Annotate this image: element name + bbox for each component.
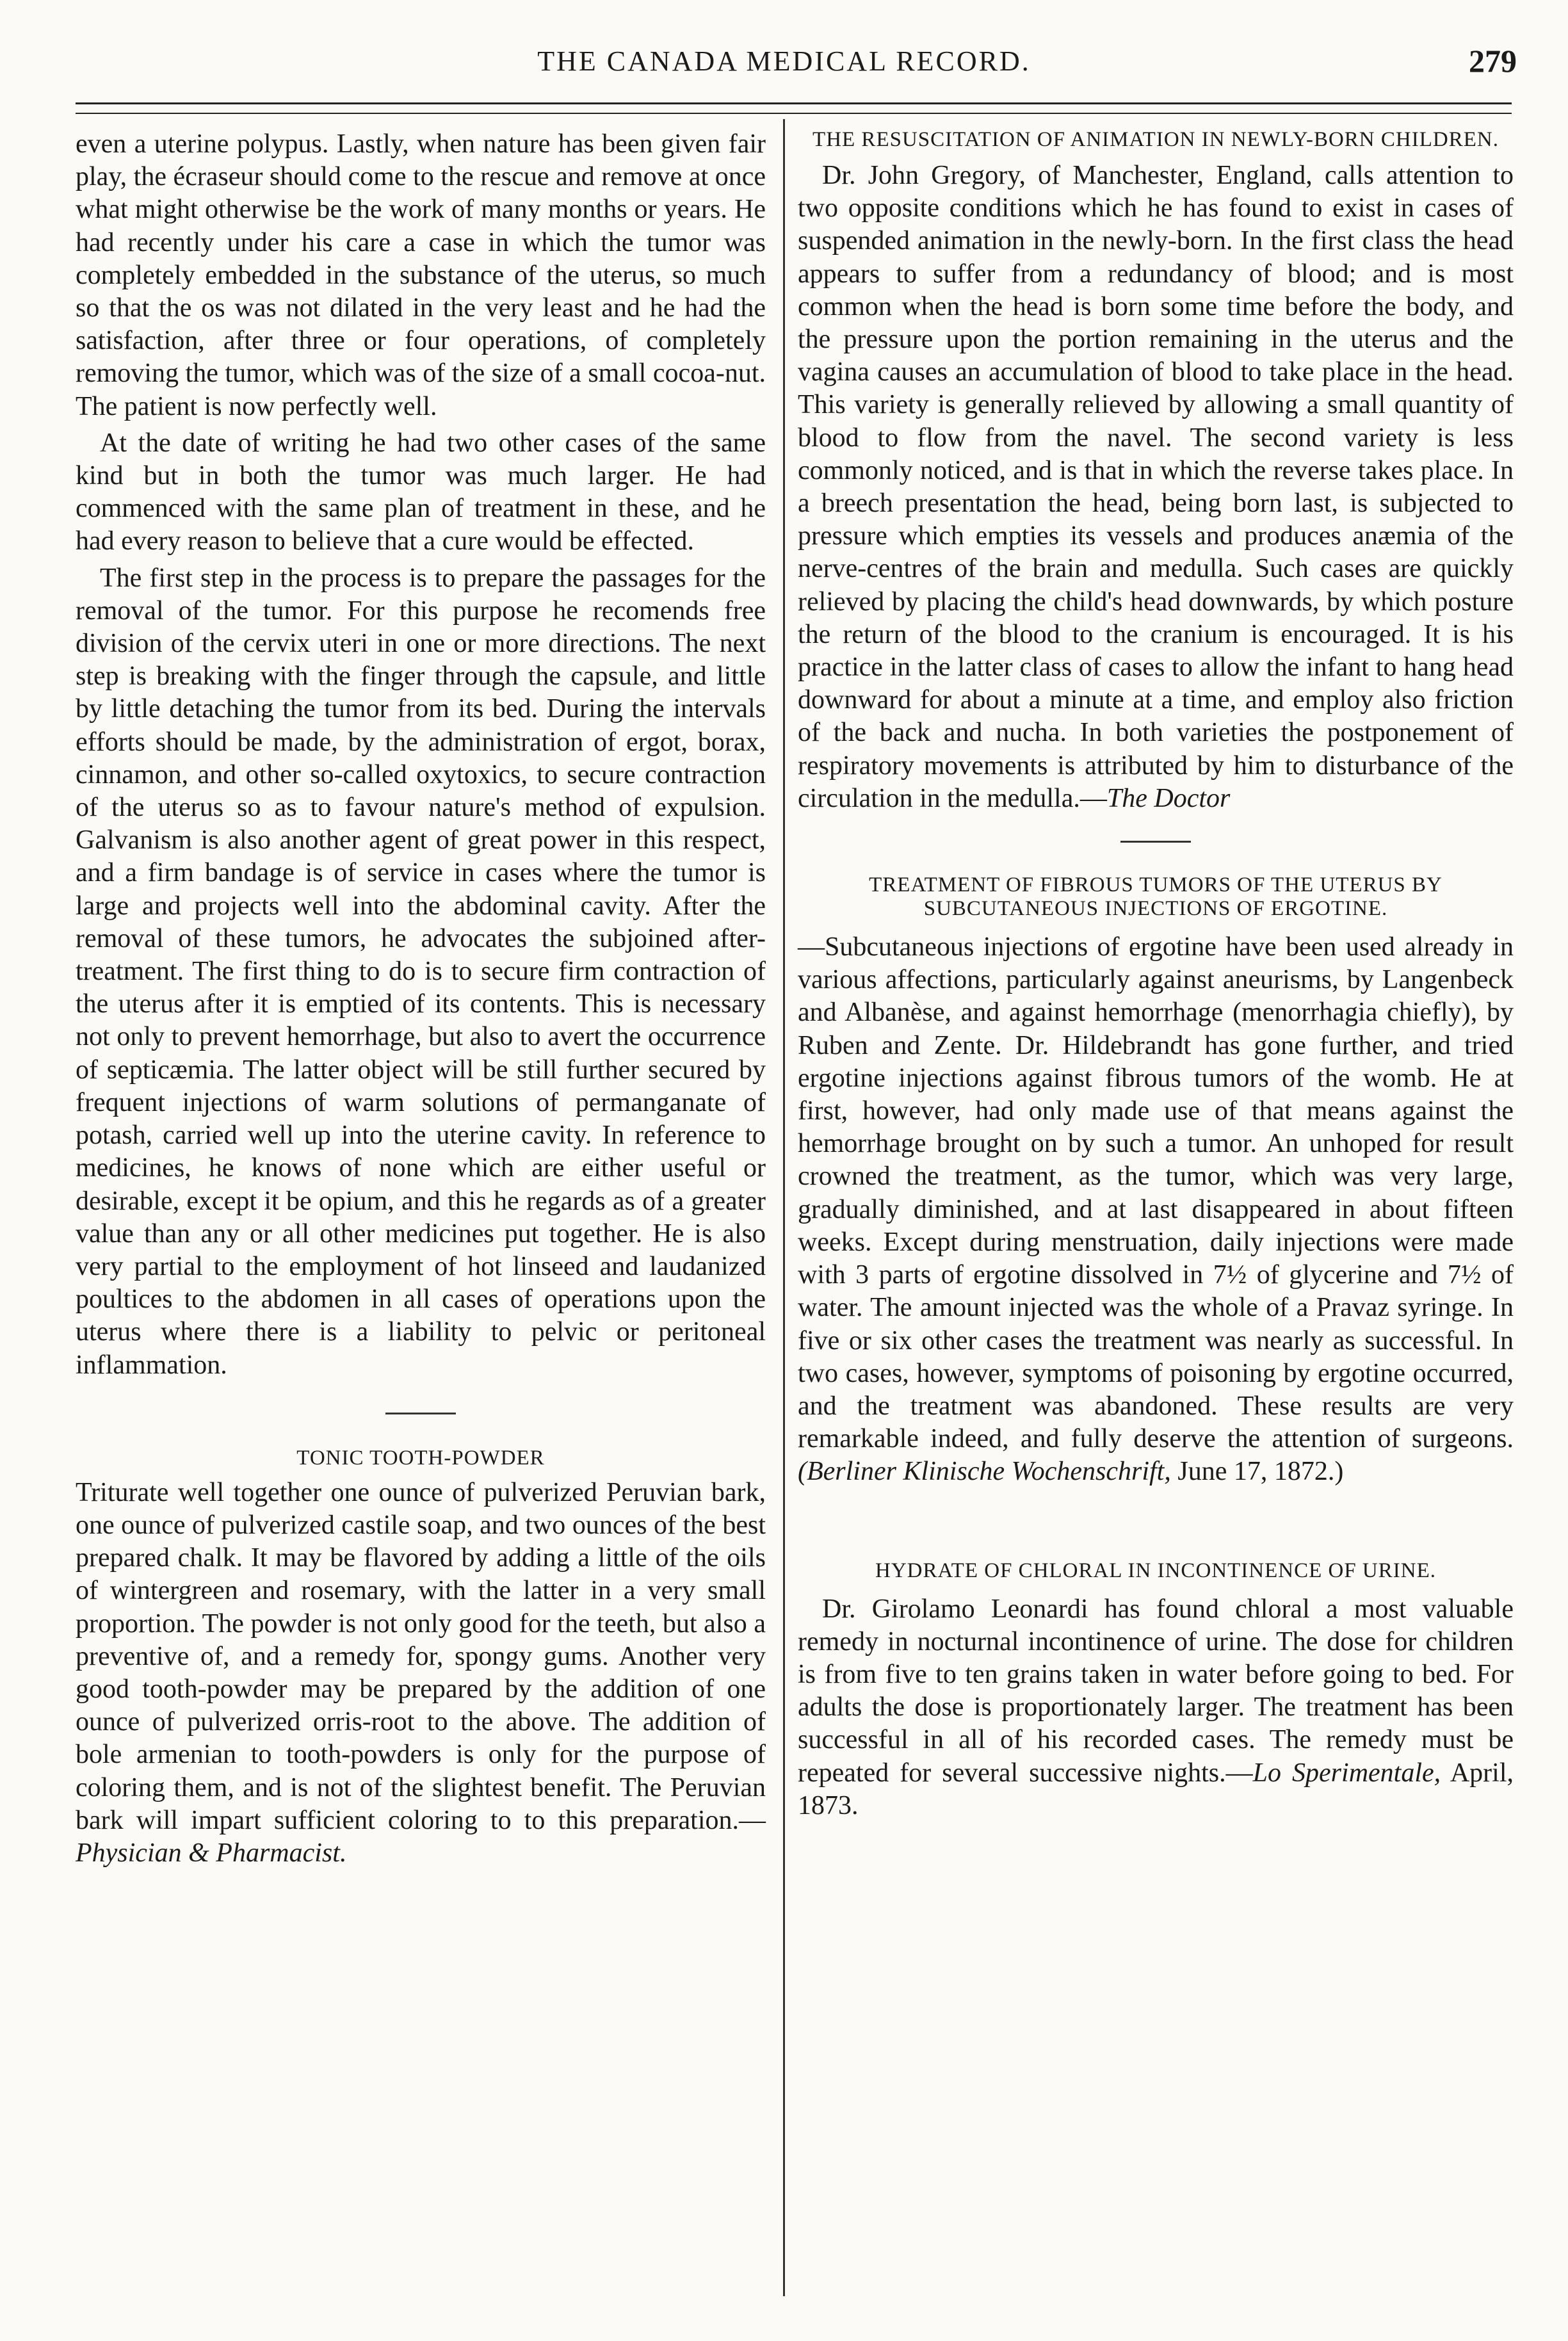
article-paragraph: even a uterine polypus. Lastly, when nature has been given fair play, the écraseur should come to the rescue and remove at once what might otherwise be the work of many months or years. He had recently under his care a case in which the tumor was completely embedded in the substance of the uterus, so much so that the os was not dilated in the very least and he had the satisfaction, after three or four operations, of completely removing the tumor, which was of the size of a small cocoa-nut. The patient is now perfectly well. — [76, 129, 766, 421]
section-heading-tooth-powder: TONIC TOOTH-POWDER — [296, 1446, 545, 1470]
source-date: June 17, 1872.) — [1170, 1457, 1344, 1487]
source-citation: (Berliner Klinische Wochenschrift, — [798, 1457, 1171, 1487]
article-paragraph — [798, 1593, 1514, 1822]
article-paragraph: Triturate well together one ounce of pulverized Peruvian bark, one ounce of pulverized castile soap, and two ounces of the best prepared chalk. It may be flavored by adding a little of the oils of wintergreen and rosemary, with the latter in a very small proportion. The powder is not only good for the teeth, but also a preventive of, and a remedy for, spongy gums. Another very good tooth-powder may be prepared by the addition of one ounce of pulverized orris-root to the above. The addition of bole armenian to tooth-powders is only for the purpose of coloring them, and is not of the slightest benefit. The Peruvian bark will impart sufficient coloring to to this preparation.—Physician & Pharmacist. — [76, 1477, 766, 1868]
resuscitation-body: Dr. John Gregory, of Manchester, England, calls attention to two opposite conditions which he has found to exist in cases of suspended animation in the newly-born. In the first class the head appears to suffer from a redundancy of blood; and is most common when the head is born some time before the body, and the pressure upon the portion remaining in the uterus and the vagina causes an accumulation of blood to take place in the head. This variety is generally relieved by allowing a small quantity of blood to flow from the navel. The second variety is less commonly noticed, and is that in which the reverse takes place. In a breech presentation the head, being born last, is subjected to pressure which empties its vessels and produces anæmia of the nerve-centres of the brain and medulla. Such cases are quickly relieved by placing the child's head downwards, by which posture the return of the blood to the cranium is encouraged. It is his practice in the latter class of cases to allow the infant to hang head downward for about a minute at a time, and employ also friction of the back and nucha. In both varieties the postponement of respiratory movements is attributed by him to disturbance of the circulation in the medulla.— — [798, 161, 1514, 813]
section-heading-chloral: HYDRATE OF CHLORAL IN INCONTINENCE OF URINE. — [875, 1559, 1436, 1582]
section-separator — [1120, 841, 1191, 843]
article-paragraph — [798, 931, 1514, 1488]
source-date: April, 1873. — [798, 1758, 1514, 1820]
section-heading-resuscitation: THE RESUSCITATION OF ANIMATION IN NEWLY-BORN CHILDREN. — [812, 128, 1499, 151]
page-number: 279 — [1469, 43, 1517, 79]
section-heading-fibrous-tumors: TREATMENT OF FIBROUS TUMORS OF THE UTERUS BY SUBCUTANEOUS INJECTIONS OF ERGOTINE. — [869, 873, 1443, 921]
column-divider — [783, 119, 785, 2296]
article-paragraph: The first step in the process is to prepare the passages for the removal of the tumor. For this purpose he recomends free division of the cervix uteri in one or more directions. The next step is breaking with the finger through the capsule, and little by little detaching the tumor from its bed. During the intervals efforts should be made, by the administration of ergot, borax, cinnamon, and other so-called oxytoxics, to secure contraction of the uterus so as to favour nature's method of expulsion. Galvanism is also another agent of great power in this respect, and a firm bandage is of service in cases where the tumor is large and projects well into the abdominal cavity. After the removal of these tumors, he advocates the subjoined after-treatment. The first thing to do is to secure firm contraction of the uterus after it is emptied of its contents. This is necessary not only to prevent hemorrhage, but also to avert the occurrence of septicæmia. The latter object will be still further secured by frequent injections of warm solutions of permanganate of potash, carried well up into the uterine cavity. In reference to medicines, he knows of none which are either useful or desirable, except it be opium, and this he regards as of a greater value than any or all other medicines put together. He is also very partial to the employment of hot linseed and laudanized poultices to the abdomen in all cases of operations upon the uterus where there is a liability to pelvic or peritoneal inflammation. — [76, 563, 766, 1380]
fibrous-tumors-body: —Subcutaneous injections of ergotine have been used already in various affections, particularly against aneurisms, by Langenbeck and Albanèse, and against hemorrhage (menorrhagia chiefly), by Ruben and Zente. Dr. Hildebrandt has gone further, and tried ergotine injections against fibrous tumors of the womb. He at first, however, had only made use of that means against the hemorrhage brought on by such a tumor. An unhoped for result crowned the treatment, as the tumor, which was very large, gradually diminished, and at last disappeared in about fifteen weeks. Except during menstruation, daily injections were made with 3 parts of ergotine dissolved in 7½ of glycerine and 7½ of water. The amount injected was the whole of a Pravaz syringe. In five or six other cases the treatment was nearly as successful. In two cases, however, symptoms of poisoning by ergotine occurred, and the treatment was abandoned. These results are very remarkable indeed, and fully deserve the attention of surgeons. — [798, 932, 1514, 1454]
running-header: THE CANADA MEDICAL RECORD. — [537, 45, 1031, 77]
header-rule-secondary — [76, 113, 1512, 114]
source-citation: The Doctor — [1106, 783, 1231, 813]
left-column — [76, 128, 766, 1870]
source-citation: Physician & Pharmacist. — [76, 1838, 347, 1868]
section-separator — [385, 1413, 456, 1414]
source-citation: Lo Sperimentale, — [1252, 1758, 1441, 1788]
article-paragraph — [798, 159, 1514, 815]
right-column — [798, 128, 1514, 1822]
header-rule — [76, 102, 1512, 104]
tooth-powder-body: Triturate well together one ounce of pulverized Peruvian bark, one ounce of pulverized castile soap, and two ounces of the best prepared chalk. It may be flavored by adding a little of the oils of wintergreen and rosemary, with the latter in a very small proportion. The powder is not only good for the teeth, but also a preventive of, and a remedy for, spongy gums. Another very good tooth-powder may be prepared by the addition of one ounce of pulverized orris-root to the above. The addition of bole armenian to tooth-powders is only for the purpose of coloring them, and is not of the slightest benefit. The Peruvian bark will impart sufficient coloring to to this preparation. — [76, 1477, 766, 1835]
article-paragraph: At the date of writing he had two other cases of the same kind but in both the tumor was much larger. He had commenced with the same plan of treatment in these, and he had every reason to believe that a cure would be effected. — [76, 428, 766, 556]
chloral-body: Dr. Girolamo Leonardi has found chloral a most valuable remedy in nocturnal incontinence of urine. The dose for children is from five to ten grains taken in water before going to bed. For adults the dose is proportionately larger. The treatment has been successful in all of his recorded cases. The remedy must be repeated for several successive nights.— — [798, 1594, 1514, 1788]
